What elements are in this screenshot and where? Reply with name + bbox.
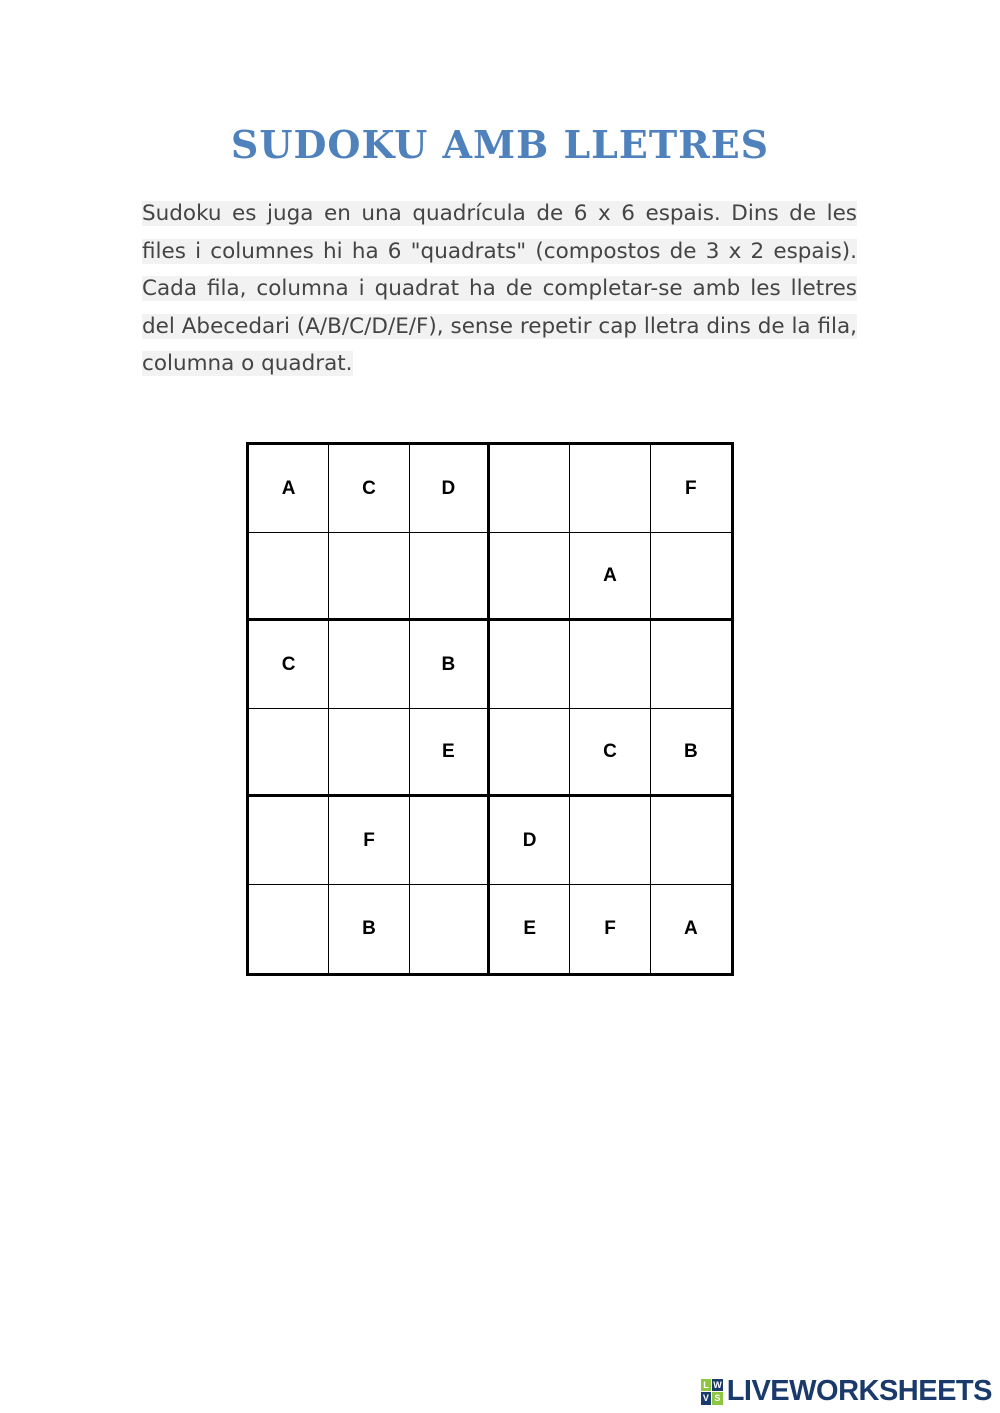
sudoku-cell: F [651,445,731,533]
sudoku-cell[interactable] [249,709,329,797]
sudoku-answer-input[interactable] [329,621,408,708]
sudoku-answer-input[interactable] [249,709,328,794]
instructions-text: Sudoku es juga en una quadrícula de 6 x 6 espais. Dins de les files i columnes hi ha 6 "quadrats" (compostos de 3 x 2 espais). Cada fila, columna i quadrat ha de completar-se amb les lletres del Abecedari (A/B/C/D/E/F), sense repetir cap lletra dins de la fila, columna o quadrat. [142,201,857,376]
sudoku-answer-input[interactable] [651,533,731,618]
sudoku-cell: E [410,709,490,797]
sudoku-cell: A [249,445,329,533]
sudoku-cell: D [410,445,490,533]
sudoku-cell[interactable] [651,621,731,709]
sudoku-answer-input[interactable] [570,445,649,532]
sudoku-cell: B [651,709,731,797]
sudoku-answer-input[interactable] [490,445,569,532]
sudoku-cell[interactable] [249,885,329,973]
sudoku-answer-input[interactable] [651,797,731,884]
sudoku-cell[interactable] [570,797,650,885]
sudoku-cell[interactable] [410,533,490,621]
brand-mark-quadrant: L [701,1379,712,1392]
sudoku-cell[interactable] [490,533,570,621]
sudoku-cell[interactable] [329,533,409,621]
sudoku-cell: B [410,621,490,709]
sudoku-answer-input[interactable] [329,533,408,618]
sudoku-cell[interactable] [570,445,650,533]
brand-name: LIVEWORKSHEETS [726,1375,992,1407]
sudoku-answer-input[interactable] [249,797,328,884]
sudoku-cell[interactable] [410,797,490,885]
sudoku-answer-input[interactable] [651,621,731,708]
sudoku-answer-input[interactable] [570,797,649,884]
sudoku-answer-input[interactable] [570,621,649,708]
sudoku-answer-input[interactable] [249,533,328,618]
sudoku-answer-input[interactable] [329,709,408,794]
liveworksheets-icon [701,1379,723,1405]
sudoku-cell[interactable] [570,621,650,709]
sudoku-cell[interactable] [329,709,409,797]
sudoku-cell: C [329,445,409,533]
sudoku-cell[interactable] [410,885,490,973]
instructions-paragraph [142,195,857,383]
sudoku-cell[interactable] [249,533,329,621]
sudoku-answer-input[interactable] [490,621,569,708]
sudoku-answer-input[interactable] [249,885,328,973]
brand-mark-quadrant: S [712,1392,723,1405]
sudoku-answer-input[interactable] [490,533,569,618]
sudoku-answer-input[interactable] [410,533,487,618]
sudoku-cell: F [570,885,650,973]
sudoku-cell[interactable] [651,533,731,621]
brand-logo [701,1375,992,1408]
brand-mark-quadrant: V [701,1392,712,1405]
sudoku-answer-input[interactable] [410,797,487,884]
page-title: SUDOKU AMB LLETRES [230,122,770,167]
sudoku-cell[interactable] [490,445,570,533]
sudoku-cell: F [329,797,409,885]
sudoku-answer-input[interactable] [410,885,487,973]
sudoku-cell[interactable] [490,621,570,709]
sudoku-cell: D [490,797,570,885]
sudoku-cell: C [570,709,650,797]
sudoku-cell: C [249,621,329,709]
sudoku-cell[interactable] [651,797,731,885]
sudoku-grid [246,442,734,976]
sudoku-cell: B [329,885,409,973]
sudoku-cell: E [490,885,570,973]
sudoku-cell[interactable] [329,621,409,709]
brand-mark-quadrant: W [713,1379,722,1390]
sudoku-cell[interactable] [490,709,570,797]
sudoku-answer-input[interactable] [490,709,569,794]
sudoku-cell[interactable] [249,797,329,885]
sudoku-cell: A [683,918,698,939]
sudoku-cell: A [570,533,650,621]
